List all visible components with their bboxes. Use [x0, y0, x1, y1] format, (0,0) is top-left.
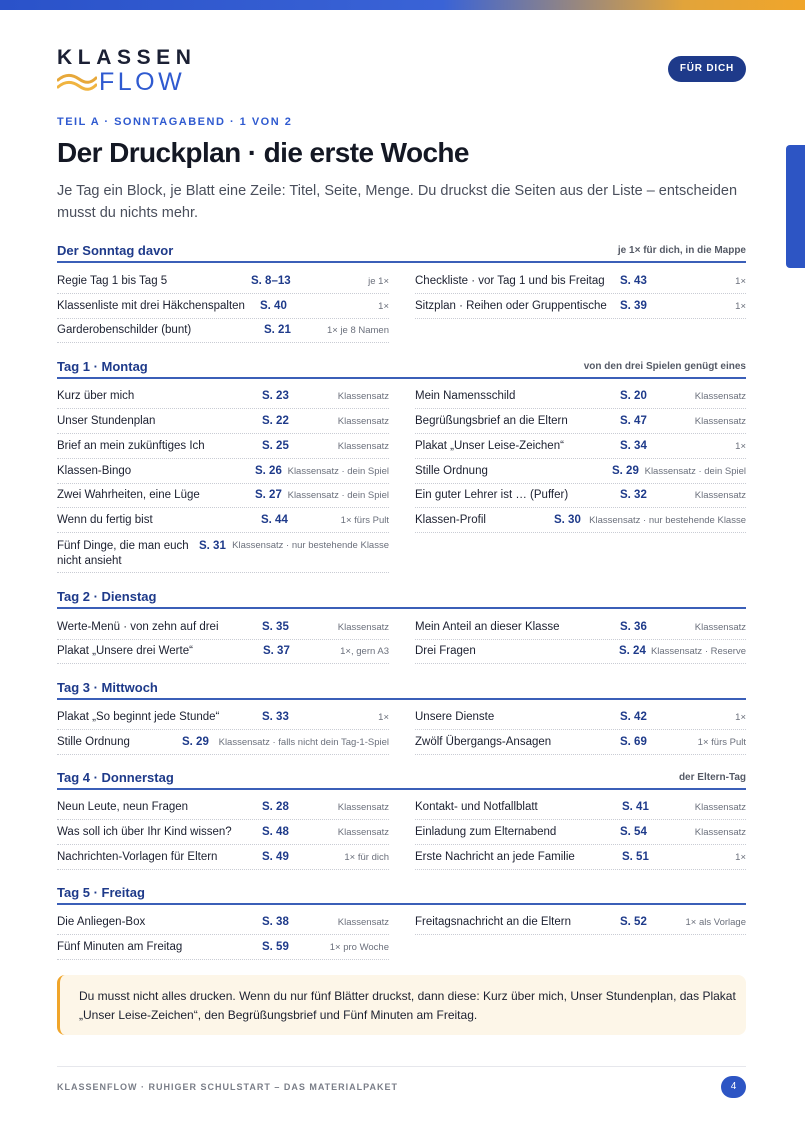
print-row	[57, 269, 389, 294]
quantity: 1× für dich	[344, 852, 389, 863]
eyebrow-label: TEIL A · SONNTAGABEND · 1 VON 2	[57, 116, 293, 128]
quantity: Klassensatz	[337, 391, 389, 402]
page-ref: S. 26	[255, 465, 282, 477]
quantity: Klassensatz · nur bestehende Klasse	[589, 515, 746, 526]
quantity: 1×	[378, 301, 389, 312]
print-row	[415, 434, 746, 459]
sheet-title: Stille Ordnung	[57, 736, 130, 748]
print-row	[57, 409, 389, 434]
print-row	[415, 615, 746, 640]
sheet-title: Checkliste · vor Tag 1 und bis Freitag	[415, 275, 605, 287]
print-row	[57, 508, 389, 533]
print-row	[415, 294, 746, 319]
quantity: 1×	[735, 441, 746, 452]
page-number: 4	[721, 1076, 746, 1098]
sheet-title: Klassen-Bingo	[57, 465, 132, 477]
print-row	[57, 318, 389, 343]
section-header	[57, 678, 746, 700]
sheet-title: Kontakt- und Notfallblatt	[415, 801, 538, 813]
page-ref: S. 54	[620, 826, 647, 838]
sheet-title: Plakat „So beginnt jede Stunde“	[57, 711, 220, 723]
page-ref: S. 23	[262, 390, 289, 402]
sheet-title: Unser Stundenplan	[57, 415, 156, 427]
page-ref: S. 38	[262, 916, 289, 928]
page-ref: S. 25	[262, 440, 289, 452]
page-ref: S. 35	[262, 621, 289, 633]
print-row	[415, 459, 746, 484]
quantity: Klassensatz	[694, 416, 746, 427]
quantity: 1× pro Woche	[329, 942, 389, 953]
page-ref: S. 44	[261, 514, 288, 526]
print-row	[57, 639, 389, 664]
print-row	[415, 730, 746, 755]
page-ref: S. 59	[262, 941, 289, 953]
sheet-title: Ein guter Lehrer ist … (Puffer)	[415, 489, 569, 501]
quantity: Klassensatz	[694, 622, 746, 633]
sheet-title: Werte-Menü · von zehn auf drei	[57, 621, 219, 633]
section-header	[57, 768, 746, 790]
logo-text-top: KLASSEN	[57, 46, 197, 69]
quantity: Klassensatz	[337, 441, 389, 452]
print-row	[57, 845, 389, 870]
quantity: Klassensatz · nur bestehende Klasse	[232, 540, 389, 551]
print-row	[415, 705, 746, 730]
callout-text: Du musst nicht alles drucken. Wenn du nur fünf Blätter druckst, dann diese: Kurz über mich, Unser Stundenplan, das Plakat „Unser Leise-Zeichen“, den Begrüßungsbrief und Fünf Minuten am Freitag.	[79, 989, 736, 1022]
page-ref: S. 27	[255, 489, 282, 501]
page-ref: S. 32	[620, 489, 647, 501]
page-ref: S. 36	[620, 621, 647, 633]
page-ref: S. 33	[262, 711, 289, 723]
page-ref: S. 40	[260, 300, 287, 312]
section-header	[57, 241, 746, 263]
intro-paragraph: Je Tag ein Block, je Blatt eine Zeile: Titel, Seite, Menge. Du druckst die Seiten aus der Liste – entscheiden musst du nichts mehr.	[57, 183, 738, 221]
page-ref: S. 21	[264, 324, 291, 336]
sheet-title: Mein Namensschild	[415, 390, 516, 402]
sheet-title: Einladung zum Elternabend	[415, 826, 557, 838]
sheet-title: Zwei Wahrheiten, eine Lüge	[57, 489, 200, 501]
quantity: Klassensatz · dein Spiel	[644, 466, 746, 477]
quantity: Klassensatz	[694, 827, 746, 838]
section-title: Der Sonntag davor	[57, 243, 174, 258]
print-row	[57, 935, 389, 960]
sheet-title: Erste Nachricht an jede Familie	[415, 851, 575, 863]
quantity: Klassensatz	[337, 622, 389, 633]
print-row	[57, 795, 389, 820]
quantity: 1×	[735, 712, 746, 723]
top-gradient-bar	[0, 0, 805, 10]
page-ref: S. 41	[622, 801, 649, 813]
print-row	[415, 795, 746, 820]
page-ref: S. 29	[182, 736, 209, 748]
page-ref: S. 43	[620, 275, 647, 287]
section-title: Tag 2 · Dienstag	[57, 589, 157, 604]
sheet-title: Sitzplan · Reihen oder Gruppentische	[415, 300, 607, 312]
print-row	[57, 705, 389, 730]
sheet-title: Plakat „Unsere drei Werte“	[57, 645, 193, 657]
footer-divider	[57, 1066, 746, 1067]
sheet-title: Nachrichten-Vorlagen für Eltern	[57, 851, 218, 863]
print-row	[57, 294, 389, 319]
quantity: 1×	[735, 852, 746, 863]
section-title: Tag 5 · Freitag	[57, 885, 145, 900]
page-ref: S. 34	[620, 440, 647, 452]
print-row	[415, 845, 746, 870]
print-row	[415, 409, 746, 434]
wave-logo-icon	[57, 73, 97, 93]
quantity: 1×	[735, 276, 746, 287]
page-ref: S. 37	[263, 645, 290, 657]
quantity: Klassensatz	[337, 416, 389, 427]
print-row	[57, 820, 389, 845]
section-note: von den drei Spielen genügt eines	[583, 361, 746, 372]
quantity: Klassensatz · Reserve	[650, 646, 746, 657]
quantity: 1× als Vorlage	[685, 917, 746, 928]
sheet-title-line-1: Fünf Dinge, die man euch	[57, 540, 189, 552]
print-row	[57, 615, 389, 640]
section-title: Tag 1 · Montag	[57, 359, 148, 374]
quantity: je 1×	[368, 276, 389, 287]
section-note: je 1× für dich, in die Mappe	[617, 245, 746, 256]
page-ref: S. 42	[620, 711, 647, 723]
quantity: Klassensatz	[694, 490, 746, 501]
quantity: Klassensatz · dein Spiel	[287, 466, 389, 477]
print-row	[57, 459, 389, 484]
footer-text: KLASSENFLOW · RUHIGER SCHULSTART – DAS MATERIALPAKET	[57, 1082, 398, 1092]
print-row	[415, 910, 746, 935]
sheet-title: Brief an mein zukünftiges Ich	[57, 440, 205, 452]
sheet-title-line-2: nicht ansieht	[57, 555, 122, 567]
brand-logo	[57, 47, 197, 95]
page-ref: S. 29	[612, 465, 639, 477]
sheet-title: Drei Fragen	[415, 645, 476, 657]
section-note: der Eltern-Tag	[678, 772, 746, 783]
sheet-title: Fünf Minuten am Freitag	[57, 941, 183, 953]
sheet-title: Klassen-Profil	[415, 514, 486, 526]
sheet-title: Mein Anteil an dieser Klasse	[415, 621, 560, 633]
page-ref: S. 51	[622, 851, 649, 863]
page-ref: S. 49	[262, 851, 289, 863]
quantity: Klassensatz	[337, 917, 389, 928]
page-ref: S. 39	[620, 300, 647, 312]
print-row	[415, 639, 746, 664]
quantity: Klassensatz	[694, 802, 746, 813]
section-header	[57, 883, 746, 905]
quantity: Klassensatz	[694, 391, 746, 402]
quantity: 1× je 8 Namen	[326, 325, 389, 336]
page-ref: S. 69	[620, 736, 647, 748]
page-ref: S. 22	[262, 415, 289, 427]
print-row	[415, 384, 746, 409]
print-row	[57, 434, 389, 459]
page-ref: S. 30	[554, 514, 581, 526]
page-ref: S. 47	[620, 415, 647, 427]
print-row	[415, 820, 746, 845]
sheet-title: Unsere Dienste	[415, 711, 495, 723]
page-ref: S. 31	[199, 540, 226, 552]
audience-badge: FÜR DICH	[668, 56, 746, 82]
page-ref: S. 28	[262, 801, 289, 813]
sheet-title: Die Anliegen-Box	[57, 916, 146, 928]
print-row	[57, 535, 389, 573]
page-ref: S. 24	[619, 645, 646, 657]
quantity: Klassensatz	[337, 827, 389, 838]
page-ref: S. 8–13	[251, 275, 291, 287]
sheet-title: Kurz über mich	[57, 390, 135, 402]
page-ref: S. 48	[262, 826, 289, 838]
sheet-title: Begrüßungsbrief an die Eltern	[415, 415, 568, 427]
tip-callout	[57, 975, 746, 1035]
print-row	[415, 269, 746, 294]
section-header	[57, 587, 746, 609]
sheet-title: Klassenliste mit drei Häkchenspalten	[57, 300, 245, 312]
quantity: Klassensatz · dein Spiel	[287, 490, 389, 501]
section-title: Tag 4 · Donnerstag	[57, 770, 174, 785]
print-row	[57, 483, 389, 508]
print-row	[415, 483, 746, 508]
sheet-title: Zwölf Übergangs-Ansagen	[415, 736, 552, 748]
quantity: 1×	[735, 301, 746, 312]
sheet-title: Regie Tag 1 bis Tag 5	[57, 275, 168, 287]
quantity: 1×	[378, 712, 389, 723]
section-header	[57, 357, 746, 379]
sheet-title: Freitagsnachricht an die Eltern	[415, 916, 571, 928]
page-title: Der Druckplan · die erste Woche	[57, 137, 469, 168]
quantity: Klassensatz	[337, 802, 389, 813]
sheet-title: Was soll ich über Ihr Kind wissen?	[57, 826, 232, 838]
sheet-title: Wenn du fertig bist	[57, 514, 153, 526]
page-ref: S. 20	[620, 390, 647, 402]
section-title: Tag 3 · Mittwoch	[57, 680, 158, 695]
print-row	[57, 910, 389, 935]
print-row	[415, 508, 746, 533]
logo-text-bottom: FLOW	[99, 68, 186, 96]
print-row	[57, 384, 389, 409]
side-bookmark-tab	[786, 145, 805, 268]
quantity: 1×, gern A3	[340, 646, 389, 657]
sheet-title: Neun Leute, neun Fragen	[57, 801, 189, 813]
quantity: Klassensatz · falls nicht dein Tag-1-Spiel	[218, 737, 389, 748]
page-ref: S. 52	[620, 916, 647, 928]
sheet-title: Stille Ordnung	[415, 465, 488, 477]
print-row	[57, 730, 389, 755]
sheet-title: Garderobenschilder (bunt)	[57, 324, 192, 336]
quantity: 1× fürs Pult	[697, 737, 746, 748]
quantity: 1× fürs Pult	[340, 515, 389, 526]
sheet-title: Plakat „Unser Leise-Zeichen“	[415, 440, 564, 452]
sheet-title	[57, 539, 189, 569]
